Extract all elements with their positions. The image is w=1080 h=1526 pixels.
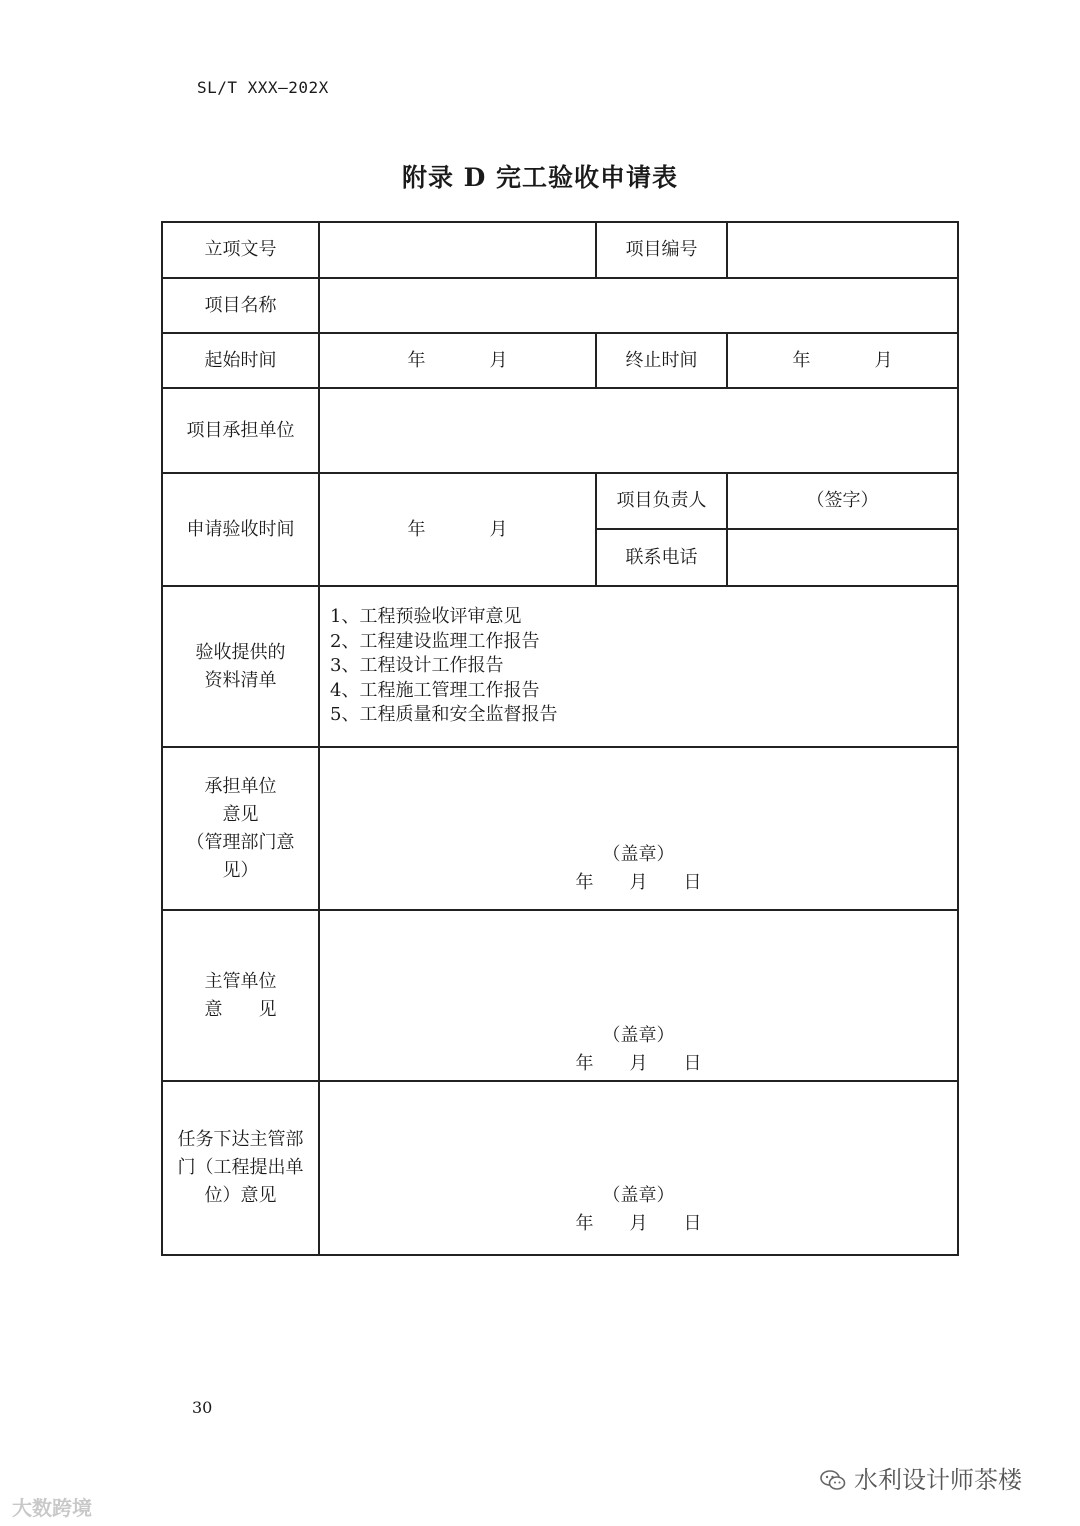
month-unit: 月 bbox=[629, 872, 648, 893]
list-item: 2、工程建设监理工作报告 bbox=[330, 630, 540, 652]
year-unit: 年 bbox=[575, 872, 594, 893]
month-unit: 月 bbox=[629, 1053, 648, 1074]
list-item: 5、工程质量和安全监督报告 bbox=[330, 704, 558, 726]
project-leader-label: 项目负责人 bbox=[596, 473, 727, 529]
list-item: 1、工程预验收评审意见 bbox=[330, 606, 522, 628]
undertaking-unit-label: 项目承担单位 bbox=[162, 388, 319, 473]
label-line: （管理部门意 bbox=[186, 831, 295, 853]
end-year-unit: 年 bbox=[792, 349, 811, 371]
watermark-left-text: 大数跨境 bbox=[12, 1496, 92, 1520]
end-time-label: 终止时间 bbox=[596, 333, 727, 388]
project-name-field[interactable] bbox=[319, 278, 958, 333]
label-line: 位）意见 bbox=[204, 1185, 277, 1206]
seal-note: （盖章） bbox=[602, 844, 675, 865]
day-unit: 日 bbox=[683, 1053, 702, 1074]
documents-label bbox=[162, 586, 319, 747]
apply-month-unit: 月 bbox=[489, 518, 508, 540]
contact-phone-label: 联系电话 bbox=[596, 529, 727, 586]
end-month-unit: 月 bbox=[874, 349, 893, 371]
apply-time-field[interactable] bbox=[319, 473, 596, 586]
label-line: 门（工程提出单 bbox=[177, 1157, 304, 1178]
apply-time-label: 申请验收时间 bbox=[162, 473, 319, 586]
watermark-left bbox=[12, 1492, 92, 1521]
project-leader-signature[interactable]: （签字） bbox=[727, 473, 958, 529]
end-time-field[interactable] bbox=[727, 333, 958, 388]
year-unit: 年 bbox=[575, 1213, 594, 1234]
date-line bbox=[320, 1210, 957, 1238]
project-no-label: 项目编号 bbox=[596, 222, 727, 278]
watermark-right-text: 水利设计师茶楼 bbox=[854, 1466, 1022, 1494]
task-dept-opinion-label bbox=[162, 1081, 319, 1255]
watermark-right bbox=[820, 1460, 1022, 1495]
list-item: 4、工程施工管理工作报告 bbox=[330, 679, 540, 701]
documents-label-line: 资料清单 bbox=[204, 669, 277, 691]
task-dept-opinion-field[interactable] bbox=[319, 1081, 958, 1255]
day-unit: 日 bbox=[683, 1213, 702, 1234]
wechat-icon bbox=[820, 1469, 846, 1491]
standard-code: SL/T XXX—202X bbox=[197, 78, 329, 97]
undertaking-opinion-field[interactable] bbox=[319, 747, 958, 910]
supervisor-opinion-label bbox=[162, 910, 319, 1081]
day-unit: 日 bbox=[683, 872, 702, 893]
undertaking-opinion-label bbox=[162, 747, 319, 910]
contact-phone-field[interactable] bbox=[727, 529, 958, 586]
project-name-label: 项目名称 bbox=[162, 278, 319, 333]
acceptance-application-form bbox=[161, 221, 959, 1256]
label-line: 承担单位 bbox=[204, 775, 277, 797]
page-number: 30 bbox=[192, 1398, 213, 1417]
month-unit: 月 bbox=[629, 1213, 648, 1234]
start-year-unit: 年 bbox=[407, 349, 426, 371]
start-time-field[interactable] bbox=[319, 333, 596, 388]
apply-year-unit: 年 bbox=[407, 518, 426, 540]
label-line: 意 见 bbox=[204, 998, 277, 1020]
label-line: 见） bbox=[222, 859, 259, 881]
approval-doc-no-field[interactable] bbox=[319, 222, 596, 278]
date-line bbox=[320, 869, 957, 897]
page-title: 附录 D 完工验收申请表 bbox=[401, 163, 679, 192]
seal-note: （盖章） bbox=[602, 1185, 675, 1206]
approval-doc-no-label: 立项文号 bbox=[162, 222, 319, 278]
year-unit: 年 bbox=[575, 1053, 594, 1074]
label-line: 任务下达主管部 bbox=[177, 1129, 304, 1150]
project-no-field[interactable] bbox=[727, 222, 958, 278]
seal-note: （盖章） bbox=[602, 1025, 675, 1046]
start-time-label: 起始时间 bbox=[162, 333, 319, 388]
start-month-unit: 月 bbox=[489, 349, 508, 371]
label-line: 意见 bbox=[222, 803, 259, 825]
documents-list bbox=[319, 586, 958, 747]
date-line bbox=[320, 1050, 957, 1078]
documents-label-line: 验收提供的 bbox=[195, 641, 286, 663]
undertaking-unit-field[interactable] bbox=[319, 388, 958, 473]
list-item: 3、工程设计工作报告 bbox=[330, 655, 504, 677]
label-line: 主管单位 bbox=[204, 970, 277, 992]
supervisor-opinion-field[interactable] bbox=[319, 910, 958, 1081]
